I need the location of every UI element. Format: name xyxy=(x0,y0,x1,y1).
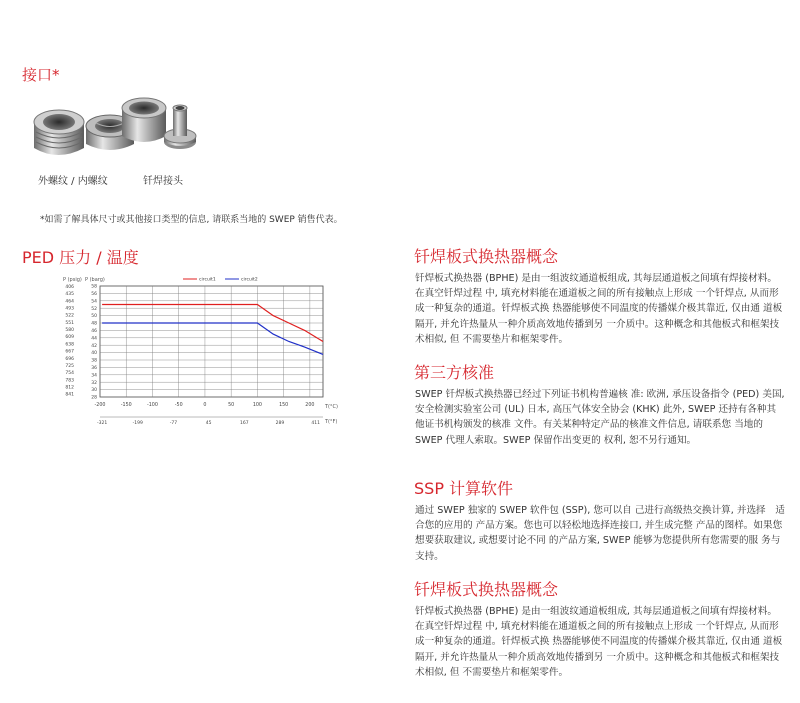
x-tick-label-f: 167 xyxy=(239,421,249,426)
external-thread-piece xyxy=(34,110,84,155)
x-tick-label: -50 xyxy=(174,403,183,408)
y-tick-label-psig: 406 xyxy=(65,285,74,290)
y-tick-label: 40 xyxy=(91,351,97,357)
y-tick-label: 44 xyxy=(91,336,97,342)
braze-flange-piece xyxy=(164,105,196,149)
y-tick-label: 34 xyxy=(91,373,97,379)
y-tick-label: 46 xyxy=(91,329,97,334)
legend-label-circuit1: circuit1 xyxy=(199,277,216,283)
section4-title: 钎焊板式换热器概念 xyxy=(414,580,559,599)
section4-text: 钎焊板式换热器 (BPHE) 是由一组波纹通道板组成, 其每层通道板之间填有焊接材料。在真空钎焊过程 中, 填充材料能在通道板之间的所有接触点上形成 一个钎焊点, 从而形成一种复杂的通道。钎焊板式换 热器能够使不同温度的传播媒介极其靠近, 仅由通 道板隔开, 并允许热量从一种介质高效地传播到另 一介质中。这种概念和其他板式和框架技术相似, 但 不需要垫片和框架零件。 xyxy=(415,606,783,678)
x-axis-label-f: T(°F) xyxy=(325,419,338,425)
y-tick-label: 30 xyxy=(91,388,97,394)
x-axis-label-c: T(°C) xyxy=(325,404,338,410)
x-tick-label: -150 xyxy=(120,403,132,408)
y-tick-label: 58 xyxy=(91,284,97,290)
y-tick-label-psig: 783 xyxy=(65,378,74,384)
y-tick-label-psig: 841 xyxy=(65,392,74,398)
y-tick-label-psig: 638 xyxy=(65,342,74,348)
y-tick-label: 52 xyxy=(91,306,97,312)
y-tick-label-psig: 493 xyxy=(65,306,74,312)
braze-caption: 钎焊接头 xyxy=(143,176,183,187)
y-tick-label-psig: 812 xyxy=(65,385,74,391)
ped-title: PED 压力 / 温度 xyxy=(22,248,139,267)
y-tick-label-psig: 435 xyxy=(65,292,74,298)
x-tick-label: 100 xyxy=(252,403,262,408)
x-tick-label-f: 411 xyxy=(311,421,320,426)
x-tick-label-f: -199 xyxy=(132,421,143,426)
chart-legend xyxy=(183,277,258,283)
x-tick-label: 50 xyxy=(228,403,235,408)
x-tick-label: -100 xyxy=(147,403,158,408)
y-tick-label: 36 xyxy=(91,366,97,371)
y-axis-label-barg: P (barg) xyxy=(85,277,105,283)
y-tick-label-psig: 580 xyxy=(65,328,74,334)
x-tick-label-f: 289 xyxy=(275,421,285,426)
y-tick-label: 48 xyxy=(91,321,97,327)
y-tick-label-psig: 725 xyxy=(65,363,74,369)
y-tick-label: 32 xyxy=(91,380,97,386)
y-tick-label-psig: 551 xyxy=(65,320,74,326)
y-tick-label: 28 xyxy=(91,395,97,401)
y-tick-label-psig: 464 xyxy=(65,299,74,305)
section2-title: 第三方核准 xyxy=(414,363,495,382)
y-tick-label-psig: 522 xyxy=(65,313,74,319)
y-tick-label: 56 xyxy=(91,292,97,297)
section2-text: SWEP 钎焊板式换热器已经过下列证书机构普遍核 准: 欧洲, 承压设备指令 (PED) 美国, 安全检测实验室公司 (UL) 日本, 高压气体安全协会 (KHK) 此外, SWEP 还持有各种其他证书机构颁发的核准 文件。有关某种特定产品的核准文件信息, 请联系您 当地的 SWEP 代理人索取。SWEP 保留作出变更的 权利, 恕不另行通知。 xyxy=(415,389,785,446)
x-tick-label: -200 xyxy=(94,403,106,408)
section3-text: 通过 SWEP 独家的 SWEP 软件包 (SSP), 您可以自 己进行高级热交换计算, 并选择 适合您的应用的 产品方案。您也可以轻松地选择连接口, 并生成完整 产品的图样。如果您想要获取建议, 或想要讨论不同 的产品方案, SWEP 能够为您提供所有您需要的服 务与支持。 xyxy=(415,505,785,562)
x-tick-label: 200 xyxy=(305,403,315,408)
y-tick-label: 54 xyxy=(91,299,97,305)
connections-note: *如需了解具体尺寸或其他接口类型的信息, 请联系当地的 SWEP 销售代表。 xyxy=(40,215,343,225)
y-tick-label-psig: 667 xyxy=(65,349,74,355)
connections-title: 接口* xyxy=(22,66,60,84)
braze-connections-image xyxy=(118,92,208,162)
braze-sleeve-piece xyxy=(122,98,166,142)
y-tick-label: 38 xyxy=(91,358,97,364)
y-tick-label-psig: 609 xyxy=(65,335,74,341)
legend-label-circuit2: circuit2 xyxy=(241,277,258,283)
chart-grid xyxy=(100,286,323,417)
x-tick-label: 0 xyxy=(203,403,207,408)
x-tick-label-f: 45 xyxy=(205,421,212,426)
y-tick-label-psig: 754 xyxy=(65,371,74,377)
section1-text: 钎焊板式换热器 (BPHE) 是由一组波纹通道板组成, 其每层通道板之间填有焊接材料。在真空钎焊过程 中, 填充材料能在通道板之间的所有接触点上形成 一个钎焊点, 从而形成一种复杂的通道。钎焊板式换 热器能够使不同温度的传播媒介极其靠近, 仅由通 道板隔开, 并允许热量从一种介质高效地传播到另 一介质中。这种概念和其他板式和框架技术相似, 但 不需要垫片和框架零件。 xyxy=(415,273,783,345)
chart-series xyxy=(102,305,323,355)
section1-title: 钎焊板式换热器概念 xyxy=(414,247,559,266)
x-tick-label-f: -321 xyxy=(96,421,108,426)
y-axis-label-psig: P (psig) xyxy=(63,277,82,283)
x-tick-label: 150 xyxy=(279,403,289,408)
section3-title: SSP 计算软件 xyxy=(414,479,514,498)
y-tick-label: 50 xyxy=(91,314,97,320)
y-tick-label-psig: 696 xyxy=(65,356,74,362)
x-tick-label-f: -77 xyxy=(169,421,178,426)
threaded-caption: 外螺纹 / 内螺纹 xyxy=(38,176,108,187)
y-tick-label: 42 xyxy=(91,343,97,349)
series-line-circuit2 xyxy=(102,323,323,354)
ped-chart xyxy=(55,270,355,440)
